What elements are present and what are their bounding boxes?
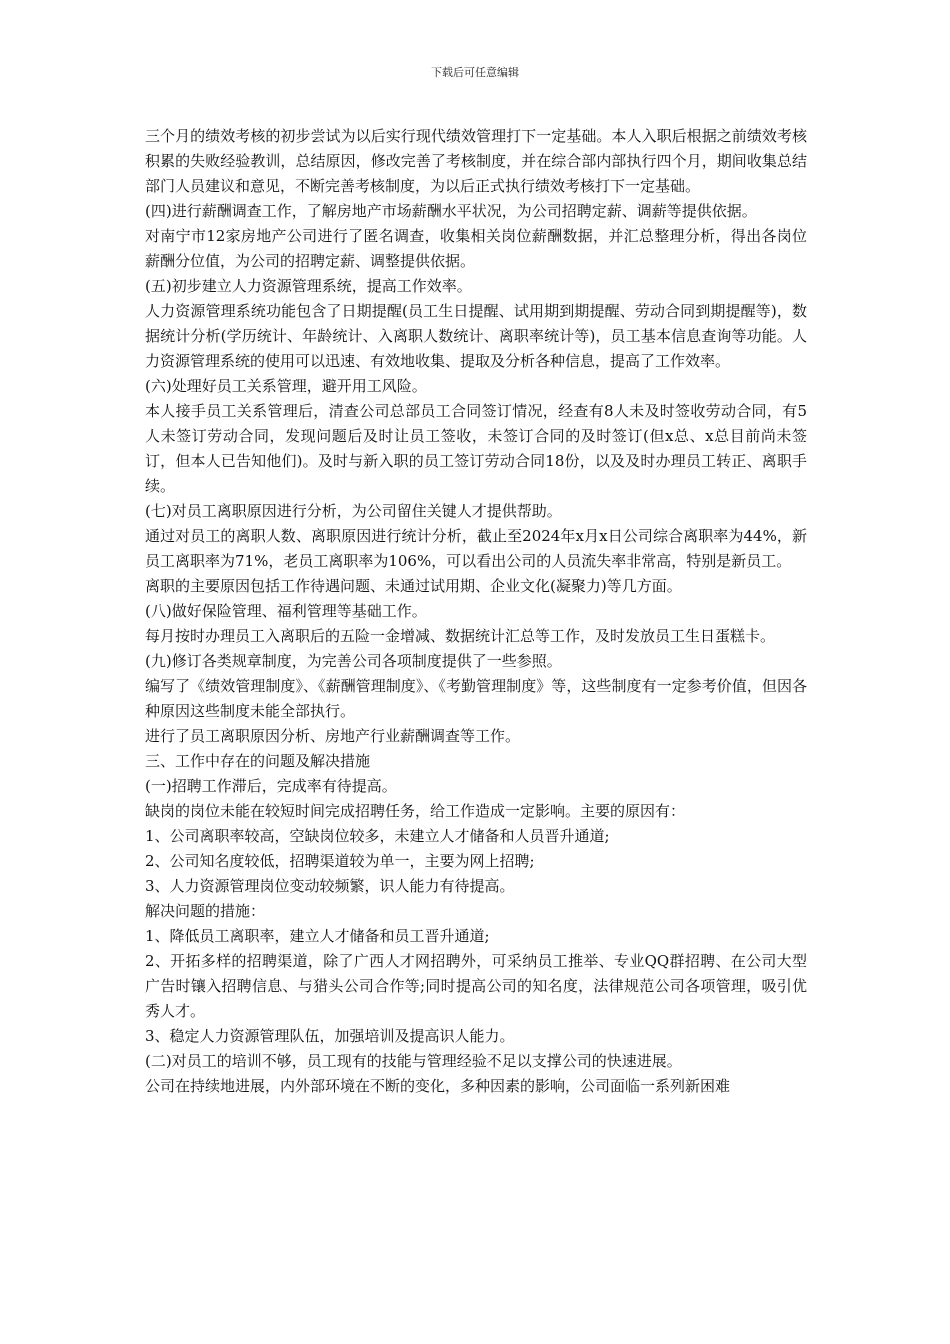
- section-heading: (五)初步建立人力资源管理系统，提高工作效率。: [145, 277, 472, 295]
- section-heading: (一)招聘工作滞后，完成率有待提高。: [145, 777, 397, 795]
- section-heading: (七)对员工离职原因进行分析，为公司留住关键人才提供帮助。: [145, 502, 562, 520]
- paragraph: 编写了《绩效管理制度》、《薪酬管理制度》、《考勤管理制度》等，这些制度有一定参考价值，但因各种原因这些制度未能全部执行。: [145, 677, 807, 720]
- chapter-heading: 三、工作中存在的问题及解决措施: [145, 752, 371, 770]
- paragraph: 人力资源管理系统功能包含了日期提醒(员工生日提醒、试用期到期提醒、劳动合同到期提醒等)，数据统计分析(学历统计、年龄统计、入离职人数统计、离职率统计等)，员工基本信息查询等功能。人力资源管理系统的使用可以迅速、有效地收集、提取及分析各种信息，提高了工作效率。: [145, 302, 807, 370]
- section-heading: (六)处理好员工关系管理，避开用工风险。: [145, 377, 427, 395]
- section-heading: (八)做好保险管理、福利管理等基础工作。: [145, 602, 427, 620]
- list-item: 3、人力资源管理岗位变动较频繁，识人能力有待提高。: [145, 877, 515, 895]
- list-item: 1、公司离职率较高，空缺岗位较多，未建立人才储备和人员晋升通道;: [145, 827, 610, 845]
- list-item: 2、公司知名度较低，招聘渠道较为单一，主要为网上招聘;: [145, 852, 535, 870]
- page-header: 下载后可任意编辑: [431, 66, 519, 79]
- paragraph: 解决问题的措施：: [145, 902, 266, 920]
- paragraph: 离职的主要原因包括工作待遇问题、未通过试用期、企业文化(凝聚力)等几方面。: [145, 577, 682, 595]
- list-item: 1、降低员工离职率，建立人才储备和员工晋升通道;: [145, 927, 490, 945]
- list-item: 3、稳定人力资源管理队伍，加强培训及提高识人能力。: [145, 1027, 515, 1045]
- paragraph: 本人接手员工关系管理后，清查公司总部员工合同签订情况，经查有8人未及时签收劳动合同，有5人未签订劳动合同，发现问题后及时让员工签收，未签订合同的及时签订(但x总、x总目前尚未签订，但本人已告知他们)。及时与新入职的员工签订劳动合同18份，以及及时办理员工转正、离职手续。: [145, 402, 807, 495]
- section-heading: (二)对员工的培训不够，员工现有的技能与管理经验不足以支撑公司的快速进展。: [145, 1052, 682, 1070]
- list-item: 2、开拓多样的招聘渠道，除了广西人才网招聘外，可采纳员工推举、专业QQ群招聘、在公司大型广告时镶入招聘信息、与猎头公司合作等;同时提高公司的知名度，法律规范公司各项管理，吸引优秀人才。: [145, 952, 807, 1020]
- paragraph: 每月按时办理员工入离职后的五险一金增减、数据统计汇总等工作，及时发放员工生日蛋糕卡。: [145, 627, 776, 645]
- document-body: [145, 124, 807, 1099]
- section-heading: (九)修订各类规章制度，为完善公司各项制度提供了一些参照。: [145, 652, 562, 670]
- paragraph: 缺岗的岗位未能在较短时间完成招聘任务，给工作造成一定影响。主要的原因有：: [145, 802, 686, 820]
- section-heading: (四)进行薪酬调查工作，了解房地产市场薪酬水平状况，为公司招聘定薪、调薪等提供依据。: [145, 202, 757, 220]
- paragraph: 对南宁市12家房地产公司进行了匿名调查，收集相关岗位薪酬数据，并汇总整理分析，得出各岗位薪酬分位值，为公司的招聘定薪、调整提供依据。: [145, 227, 807, 270]
- paragraph: 三个月的绩效考核的初步尝试为以后实行现代绩效管理打下一定基础。本人入职后根据之前绩效考核积累的失败经验教训，总结原因，修改完善了考核制度，并在综合部内部执行四个月，期间收集总结部门人员建议和意见，不断完善考核制度，为以后正式执行绩效考核打下一定基础。: [145, 127, 807, 195]
- paragraph: 通过对员工的离职人数、离职原因进行统计分析，截止至2024年x月x日公司综合离职率为44%，新员工离职率为71%，老员工离职率为106%，可以看出公司的人员流失率非常高，特别是新员工。: [145, 527, 807, 570]
- paragraph: 公司在持续地进展，内外部环境在不断的变化，多种因素的影响，公司面临一系列新困难: [145, 1077, 731, 1095]
- paragraph: 进行了员工离职原因分析、房地产行业薪酬调查等工作。: [145, 727, 521, 745]
